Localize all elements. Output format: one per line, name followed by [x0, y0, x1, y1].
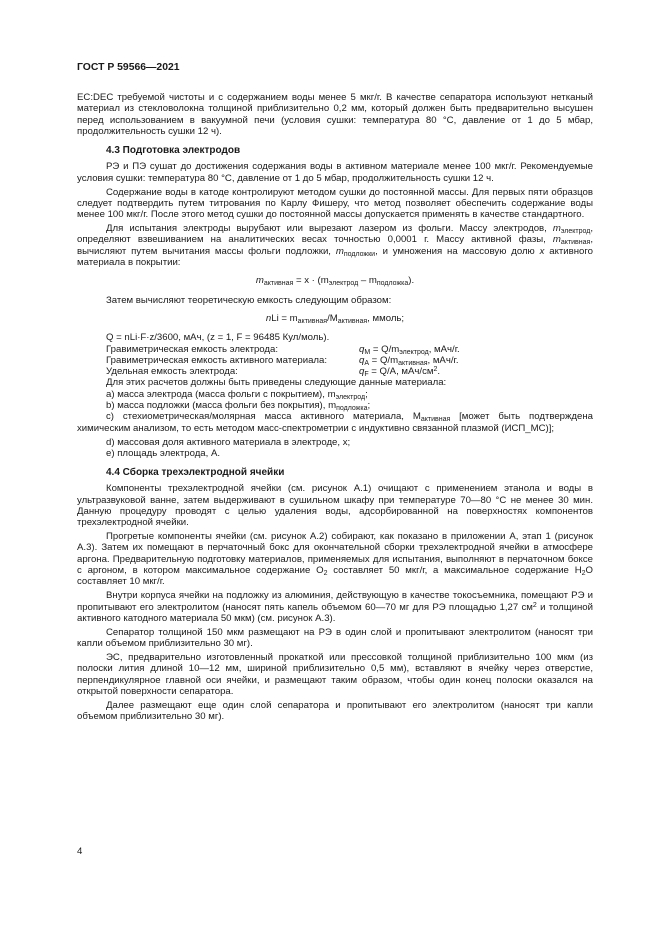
page-number: 4	[77, 846, 83, 857]
s44-paragraph-1: Компоненты трехэлектродной ячейки (см. рисунок А.1) очищают с применением этанола и воды в ультразвуковой ванне, затем выдерживают в сушильном шкафу при температуре 70—80 °С не менее 30 мин. Данную процедуру проводят с целью удаления воды, адсорбированной на поверхностях компонентов трехэлектродной ячейки.	[77, 483, 593, 529]
s44-paragraph-3: Внутри корпуса ячейки на подложку из алюминия, действующую в качестве токосъемника, помещают РЭ и пропитывают его электролитом (наносят пять капель объемом 60—70 мг для РЭ площадью 1,27 $см^2$ и толщиной активного катодного материала 50 мкм) (см. рисунок А.3).	[77, 590, 593, 624]
s44-paragraph-4: Сепаратор толщиной 150 мкм размещают на РЭ в один слой и пропитывают электролитом (наносят три капли объемом приблизительно 30 мг).	[77, 626, 593, 650]
list-item-e: e) площадь электрода, A.	[106, 447, 221, 459]
spec-row-specific: Удельная емкость электрода: $q_F = Q/A$, мАч/$см^2$.	[106, 366, 441, 379]
s44-paragraph-2: Прогретые компоненты ячейки (см. рисунок А.2) собирают, как показано в приложении А, этап 1 (рисунок А.3). Затем их помещают в перчаточный бокс для окончательной сборки трехэлектродной ячейки в атмосфере аргона. Предварительную подготовку материалов, применяемых для испытания, выполняют в перчаточном боксе с аргоном, в котором максимальное содержание $O_2$ составляет 50 мкг/г, а максимальное содержание $H_2O$ составляет 10 мкг/г.	[77, 531, 593, 588]
s44-paragraph-5: ЭС, предварительно изготовленный прокаткой или прессовкой толщиной приблизительно 100 мкм (из полоски лития длиной 10—12 мм, шириной приблизительно 0,5 мм), вставляют в ячейку через отверстие, перпендикулярное главной оси ячейки, и размещают таким образом, чтобы один конец полоски оказался на открытой поверхности сепаратора.	[77, 651, 593, 697]
list-item-a: а) масса электрода (масса фольги с покрытием), $m_{электрод}$;	[106, 388, 368, 401]
formula-nli: nLi = $m_{активная}/M_{активная}$, ммоль;	[265, 312, 405, 325]
capacity-formula: Q = nLi·F·z/3600, мАч, (z = 1, F = 96485 Кул/моль).	[106, 332, 330, 344]
spec-row-electrode: Гравиметрическая емкость электрода: $q_M = Q/m_{электрод}$, мАч/г.	[106, 343, 460, 356]
formula-active-mass: $m_{активная} = x \cdot (m_{электрод} - m_{подложка})$.	[255, 275, 415, 288]
standard-header: ГОСТ Р 59566—2021	[77, 62, 180, 73]
list-intro: Для этих расчетов должны быть приведены следующие данные материала:	[106, 377, 447, 389]
s43-paragraph-3: Для испытания электроды вырубают или вырезают лазером из фольги. Массу электродов, $m_{электрод}$, определяют взвешиванием на аналитических весах точностью 0,0001 г. Массу активной фазы, $m_{активная}$, вычисляют путем вычитания массы фольги подложки, $m_{подложки}$, и умножения на массовую долю x активного материала в покрытии:	[77, 223, 594, 269]
list-item-d: d) массовая доля активного материала в электроде, x;	[106, 436, 351, 448]
list-item-c: c) стехиометрическая/молярная масса активного материала, $M_{активная}$ [может быть подтверждена химическим анализом, то есть методом масс-спектрометрии с индуктивно связанной плазмой (ИСП_МС)];	[77, 411, 593, 434]
spec-row-active-material: Гравиметрическая емкость активного материала: $q_A = Q/m_{активная}$, мАч/г.	[106, 354, 459, 367]
s43-paragraph-4: Затем вычисляют теоретическую емкость следующим образом:	[106, 294, 392, 306]
intro-paragraph: EC:DEC требуемой чистоты и с содержанием воды менее 5 мкг/г. В качестве сепаратора используют нетканый материал из стекловолокна толщиной приблизительно 0,2 мм, который должен быть предварительно высушен перед использованием в вакуумной печи (условия сушки: температура 80 °С, давление от 1 до 5 мбар, продолжительность сушки 12 ч).	[77, 92, 593, 137]
list-item-b: b) масса подложки (масса фольги без покрытия), $m_{подложка}$;	[106, 400, 371, 413]
s44-paragraph-6: Далее размещают еще один слой сепаратора и пропитывают его электролитом (наносят три капли объемом приблизительно 30 мг).	[77, 699, 593, 722]
s43-paragraph-2: Содержание воды в катоде контролируют методом сушки до постоянной массы. Для первых пяти образцов следует подтвердить путем титрования по Карлу Фишеру, что метод позволяет обеспечить содержание воды менее 100 мкг/г. После этого метод сушки до постоянной массы допускается применять в качестве стандартного.	[77, 186, 593, 221]
section-4-4-title: 4.4 Сборка трехэлектродной ячейки	[106, 467, 285, 479]
page-content	[77, 92, 593, 725]
section-4-3-title: 4.3 Подготовка электродов	[106, 145, 241, 157]
s43-paragraph-1: РЭ и ПЭ сушат до достижения содержания воды в активном материале менее 100 мкг/г. Рекомендуемые условия сушки: температура 80 °С, давление от 1 до 5 мбар, продолжительность сушки 12 ч.	[77, 161, 593, 184]
